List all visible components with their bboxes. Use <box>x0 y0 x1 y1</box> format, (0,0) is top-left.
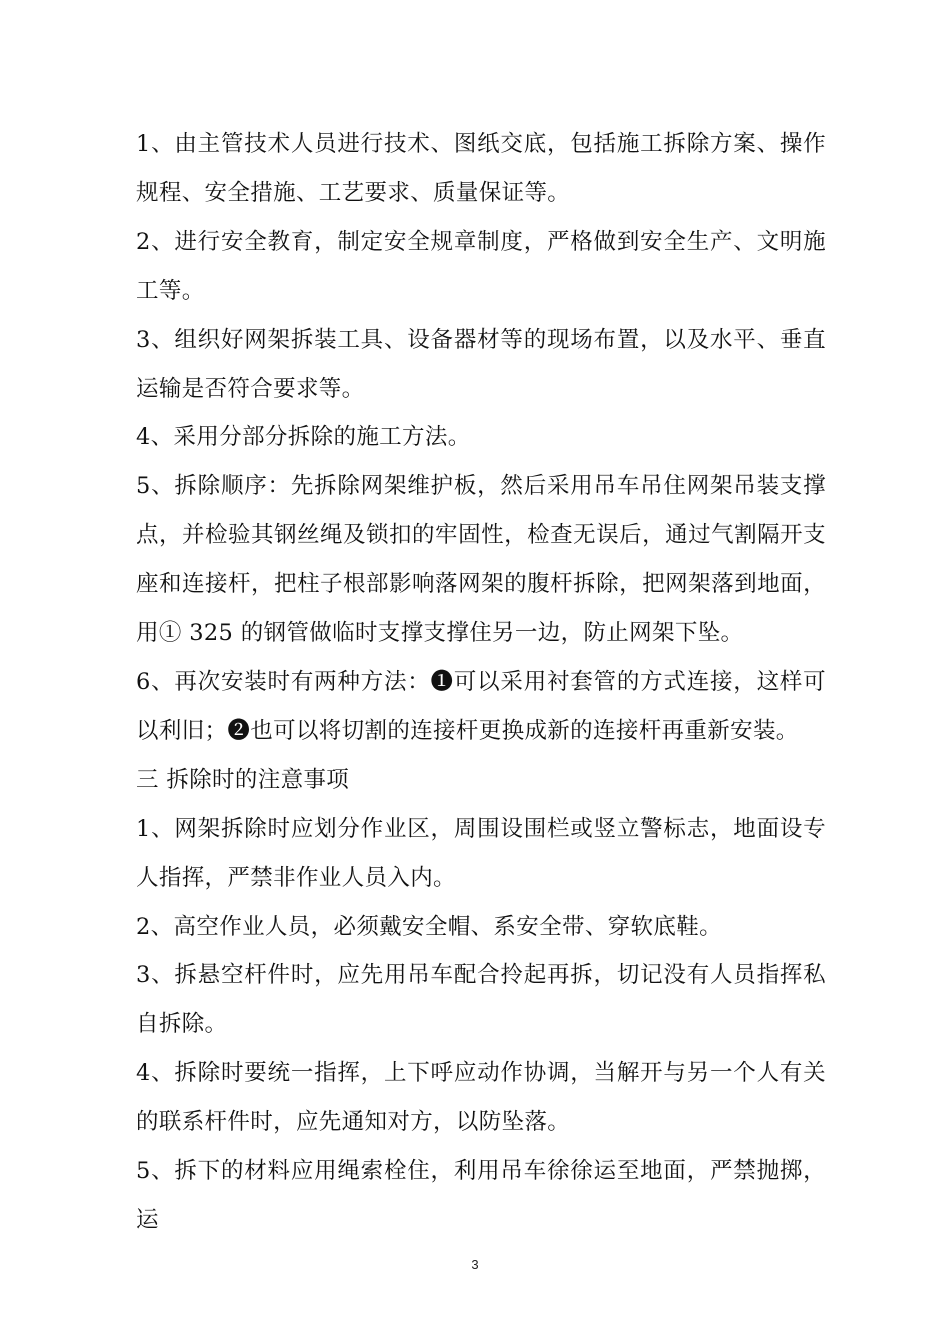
paragraph-5: 5、拆除顺序：先拆除网架维护板，然后采用吊车吊住网架吊装支撑点，并检验其钢丝绳及锁扣的牢固性，检查无误后，通过气割隔开支座和连接杆，把柱子根部影响落网架的腹杆拆除，把网架落到地面，用① 325 的钢管做临时支撑支撑住另一边，防止网架下坠。 <box>136 473 826 647</box>
section-heading: 三 拆除时的注意事项 <box>136 766 350 793</box>
paragraph-9: 3、拆悬空杆件时，应先用吊车配合拎起再拆，切记没有人员指挥私自拆除。 <box>136 962 826 1038</box>
paragraph-2: 2、进行安全教育，制定安全规章制度，严格做到安全生产、文明施工等。 <box>136 228 826 304</box>
paragraph-1: 1、由主管技术人员进行技术、图纸交底，包括施工拆除方案、操作规程、安全措施、工艺要求、质量保证等。 <box>136 131 826 206</box>
paragraph-8: 2、高空作业人员，必须戴安全帽、系安全带、穿软底鞋。 <box>136 913 722 940</box>
page-number: 3 <box>471 1257 479 1272</box>
paragraph-11: 5、拆下的材料应用绳索栓住，利用吊车徐徐运至地面，严禁抛掷，运 <box>136 1158 826 1233</box>
paragraph-3: 3、组织好网架拆装工具、设备器材等的现场布置，以及水平、垂直运输是否符合要求等。 <box>136 326 826 402</box>
paragraph-6: 6、再次安装时有两种方法：❶可以采用衬套管的方式连接，这样可以利旧；❷也可以将切割的连接杆更换成新的连接杆再重新安装。 <box>136 668 826 744</box>
paragraph-4: 4、采用分部分拆除的施工方法。 <box>136 424 471 451</box>
paragraph-7: 1、网架拆除时应划分作业区，周围设围栏或竖立警标志，地面设专人指挥，严禁非作业人员入内。 <box>136 815 826 891</box>
paragraph-10: 4、拆除时要统一指挥，上下呼应动作协调，当解开与另一个人有关的联系杆件时，应先通知对方，以防坠落。 <box>136 1060 826 1136</box>
body-text <box>136 120 826 1245</box>
